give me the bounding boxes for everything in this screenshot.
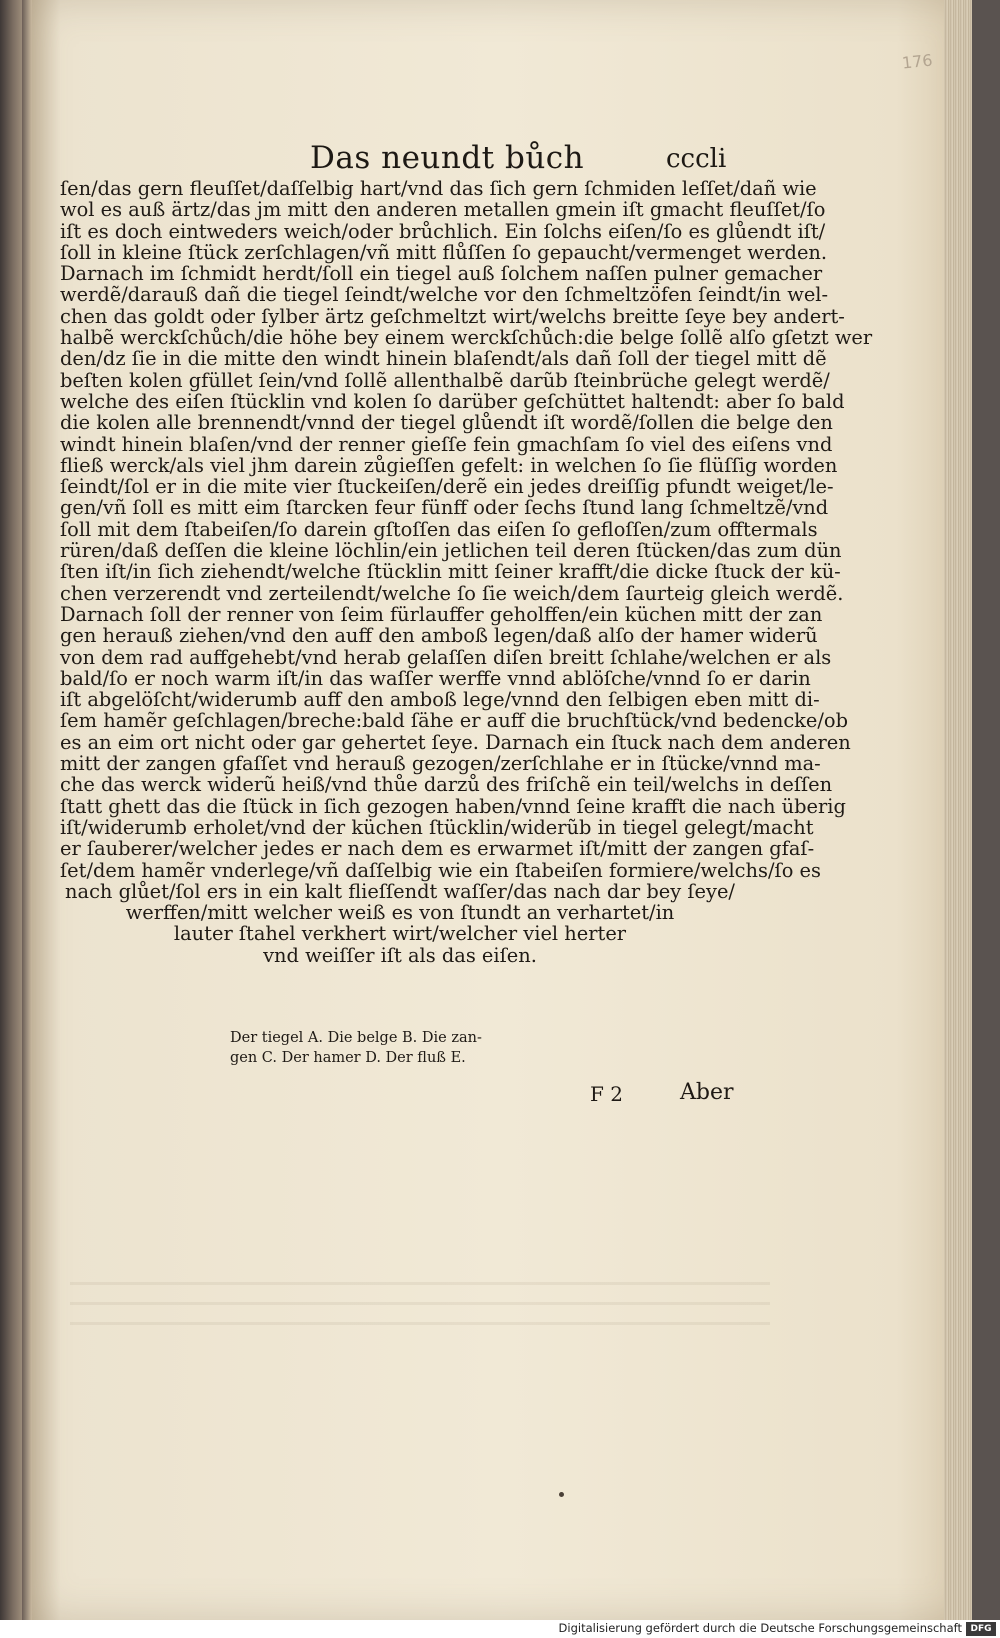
- text-line: Darnach im ſchmidt herdt/ſoll ein tiegel auß ſolchem naſſen pulner gemacher: [60, 262, 823, 286]
- text-line: che das werck widerũ heiß/vnd thůe darzů des friſchẽ ein teil/welchs in deſſen: [60, 773, 833, 797]
- text-line: chen verzerendt vnd zerteilendt/welche ſo ſie weich/dem ſaurteig gleich werdẽ.: [60, 581, 844, 605]
- text-line: iſt es doch eintweders weich/oder brůchlich. Ein ſolchs eiſen/ſo es glůendt iſt/: [60, 219, 826, 243]
- figure-legend: [230, 1028, 550, 1068]
- text-line: bald/ſo er noch warm iſt/in das waſſer werffe vnnd ablöſche/vnnd ſo er darin: [60, 666, 811, 690]
- text-line: ſoll in kleine ſtück zerſchlagen/vñ mitt flůſſen ſo gepaucht/vermenget werden.: [60, 240, 828, 264]
- text-line: windt hinein blaſen/vnd der renner gieſſe fein gmachſam ſo viel des eiſens vnd: [60, 432, 833, 456]
- dfg-logo: DFG: [966, 1622, 996, 1636]
- text-line: ſtatt ghett das die ſtück in ſich gezogen haben/vnnd ſeine krafft die nach überig: [60, 794, 846, 818]
- footer-credit: Digitalisierung gefördert durch die Deutsche Forschungsgemeinschaft: [558, 1621, 962, 1635]
- text-line: mitt der zangen gfaſſet vnd herauß gezogen/zerſchlahe er in ſtücke/vnnd ma-: [60, 752, 821, 776]
- page-edges: [944, 0, 972, 1638]
- book-binding-left: [0, 0, 22, 1638]
- signature-mark: F 2: [590, 1082, 623, 1106]
- text-line: Darnach ſoll der renner von ſeim fürlauffer geholffen/ein küchen mitt der zan: [60, 602, 823, 626]
- paper-speck: [559, 1492, 564, 1497]
- text-line: von dem rad auffgehebt/vnd herab gelaſſen diſen breitt ſchlahe/welchen er als: [60, 645, 832, 669]
- body-text: [60, 177, 873, 967]
- text-line: gen herauß ziehen/vnd den auff den amboß legen/daß alſo der hamer widerũ: [60, 624, 818, 648]
- pencil-folio-number: 176: [901, 50, 934, 73]
- text-line: welche des eiſen ſtücklin vnd kolen ſo darüber geſchüttet haltendt: aber ſo bald: [60, 389, 845, 413]
- text-line: iſt/widerumb erholet/vnd der küchen ſtücklin/widerũb in tiegel gelegt/macht: [60, 815, 814, 839]
- text-line: halbẽ werckſchůch/die höhe bey einem werckſchůch:die belge ſollẽ alſo gſetzt wer: [60, 326, 873, 350]
- closing-line: lauter ſtahel verkhert wirt/welcher viel herter: [173, 922, 627, 946]
- text-line: ſet/dem hamẽr vnderlege/vñ daſſelbig wie ein ſtabeiſen formiere/welchs/ſo es: [60, 858, 821, 882]
- text-line: den/dz ſie in die mitte den windt hinein blaſendt/als dañ ſoll der tiegel mitt dẽ: [60, 347, 827, 371]
- text-line: er ſauberer/welcher jedes er nach dem es erwarmet iſt/mitt der zangen gfaſ-: [60, 837, 815, 861]
- show-through-text: [70, 1265, 770, 1325]
- closing-line: vnd weiſſer iſt als das eiſen.: [263, 943, 537, 967]
- catchword: Aber: [680, 1080, 734, 1105]
- running-head: Das neundt bůch: [310, 140, 585, 176]
- book-binding-strip: [22, 0, 32, 1638]
- legend-line: Der tiegel A. Die belge B. Die zan-: [230, 1030, 482, 1046]
- closing-line: nach glůet/ſol ers in ein kalt flieſſendt waſſer/das nach dar bey ſeye/: [65, 879, 735, 903]
- closing-line: werffen/mitt welcher weiß es von ſtundt an verhartet/in: [125, 901, 675, 925]
- text-line: beſten kolen gfüllet ſein/vnd ſollẽ allenthalbẽ darũb ſteinbrüche gelegt werdẽ/: [60, 368, 830, 392]
- text-line: rüren/daß deſſen die kleine löchlin/ein jetlichen teil deren ſtücken/das zum dün: [60, 539, 842, 563]
- text-line: wol es auß ärtz/das jm mitt den anderen metallen gmein iſt gmacht fleuſſet/ſo: [60, 198, 826, 222]
- text-line: fließ werck/als viel jhm darein zůgieſſen gefelt: in welchen ſo ſie flüſſig worden: [60, 453, 838, 477]
- legend-line: gen C. Der hamer D. Der fluß E.: [230, 1050, 466, 1066]
- text-line: chen das goldt oder ſylber ärtz geſchmeltzt wirt/welchs breitte ſeye bey andert-: [60, 304, 845, 328]
- text-line: ſeindt/ſol er in die mite vier ſtuckeiſen/derẽ ein jedes dreiſſig pfundt weiget/le-: [60, 475, 834, 499]
- text-line: es an eim ort nicht oder gar gehertet ſeye. Darnach ein ſtuck nach dem anderen: [60, 730, 851, 754]
- text-line: ſoll mit dem ſtabeiſen/ſo darein gſtoſſen das eiſen ſo gefloſſen/zum offtermals: [60, 517, 818, 541]
- page-number: cccli: [666, 144, 727, 174]
- text-line: die kolen alle brennendt/vnnd der tiegel glůendt iſt wordẽ/ſollen die belge den: [60, 411, 833, 435]
- text-line: iſt abgelöſcht/widerumb auff den amboß lege/vnnd den ſelbigen eben mitt di-: [60, 688, 820, 712]
- text-line: ſten iſt/in ſich ziehendt/welche ſtücklin mitt ſeiner krafft/die dicke ſtuck der kü-: [60, 560, 841, 584]
- text-line: gen/vñ ſoll es mitt eim ſtarcken feur fünff oder ſechs ſtund lang ſchmeltzẽ/vnd: [60, 496, 829, 520]
- text-line: ſem hamẽr geſchlagen/breche:bald ſähe er auff die bruchſtück/vnd bedencke/ob: [60, 709, 849, 733]
- text-line: werdẽ/darauß dañ die tiegel ſeindt/welche vor den ſchmeltzöfen ſeindt/in wel-: [60, 283, 829, 307]
- text-line: ſen/das gern fleuſſet/daſſelbig hart/vnd das ſich gern ſchmiden leſſet/dañ wie: [60, 177, 817, 200]
